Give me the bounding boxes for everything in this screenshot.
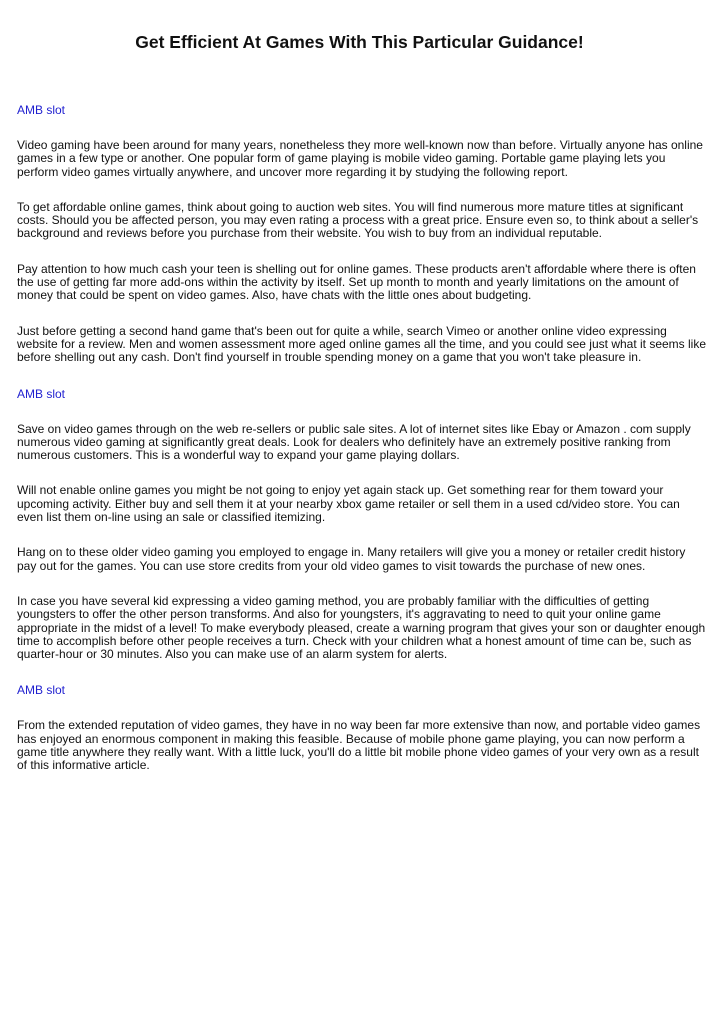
- amb-slot-link[interactable]: AMB slot: [17, 683, 66, 698]
- paragraph: Pay attention to how much cash your teen is shelling out for online games. These products aren't affordable where there is often the use of getting far more add-ons within the activity by itself. Set up month to month and yearly limitations on the amount of money that could be spent on video games. Also, have chats with the little ones about budgeting.: [17, 261, 696, 303]
- paragraph: Will not enable online games you might be not going to enjoy yet again stack up. Get something rear for them toward your upcoming activity. Either buy and sell them it at your nearby xbox game retailer or sell them in a used cd/video store. You can even list them on-line using an sale or classified itemizing.: [17, 483, 680, 525]
- paragraph: In case you have several kid expressing a video gaming method, you are probably familiar with the difficulties of getting youngsters to offer the other person transforms. And also for youngsters, it's aggravating to need to quit your online game appropriate in the midst of a level! To make everybody pleased, create a warning program that gives your son or daughter enough time to accomplish before other people receives a turn. Check with your children what a honest amount of time can be, such as quarter-hour or 30 minutes. Also you can make use of an alarm system for alerts.: [17, 593, 706, 662]
- amb-slot-link[interactable]: AMB slot: [17, 386, 66, 401]
- paragraph: Video gaming have been around for many years, nonetheless they more well-known now than before. Virtually anyone has online games in a few type or another. One popular form of game playing is mobile video gaming. Portable game playing lets you perform video games virtually anywhere, and uncover more regarding it by studying the following report.: [17, 138, 703, 179]
- paragraph: Save on video games through on the web re-sellers or public sale sites. A lot of internet sites like Ebay or Amazon . com supply numerous video gaming at significantly great deals. Look for dealers who definitely have an extremely positive ranking from numerous customers. This is a wonderful way to expand your game playing dollars.: [17, 421, 691, 463]
- paragraph: To get affordable online games, think about going to auction web sites. You will find numerous more mature titles at significant costs. Should you be affected person, you may even rating a process with a great price. Ensure even so, to think about a seller's background and reviews before you purchase from their website. You wish to buy from an individual reputable.: [17, 199, 699, 241]
- paragraph: Just before getting a second hand game that's been out for quite a while, search Vimeo or another online video expressing website for a review. Men and women assessment more aged online games all the time, and you could see just what it seems like before shelling out any cash. Don't find yourself in trouble spending money on a game that you won't take pleasure in.: [17, 323, 707, 365]
- document-body: [17, 103, 707, 795]
- paragraph: Hang on to these older video gaming you employed to engage in. Many retailers will give you a money or retailer credit history pay out for the games. You can use store credits from your old video games to visit towards the purchase of new ones.: [17, 545, 686, 573]
- page-title: Get Efficient At Games With This Particular Guidance!: [135, 32, 584, 52]
- paragraph: From the extended reputation of video games, they have in no way been far more extensive than now, and portable video games has enjoyed an enormous component in making this feasible. Because of mobile phone game playing, you can now perform a game title anywhere they really want. With a little luck, you'll do a little bit mobile phone video games of your very own as a result of this informative article.: [17, 718, 701, 773]
- amb-slot-link[interactable]: AMB slot: [17, 103, 66, 117]
